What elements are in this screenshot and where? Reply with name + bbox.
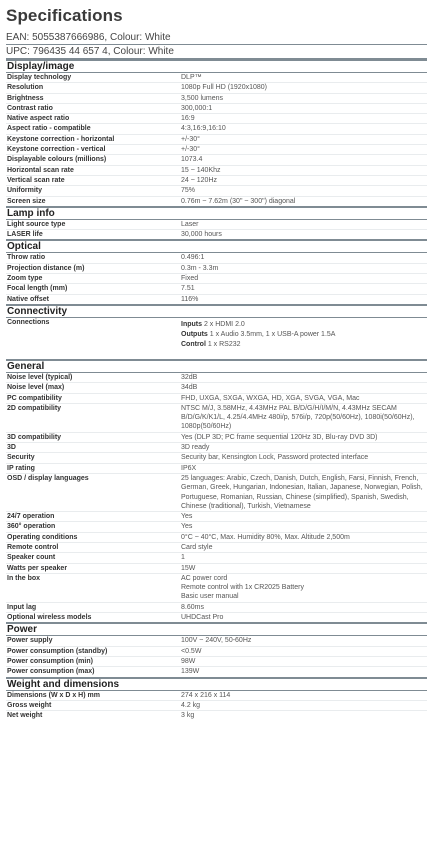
spec-key: Gross weight bbox=[7, 701, 52, 709]
spec-key: Power supply bbox=[7, 637, 53, 645]
spec-row bbox=[6, 264, 427, 274]
section-weight bbox=[6, 677, 427, 721]
spec-row bbox=[6, 711, 427, 720]
spec-key: IP rating bbox=[7, 464, 35, 472]
spec-value: 0.496:1 bbox=[181, 254, 205, 262]
spec-key: Resolution bbox=[7, 84, 44, 92]
spec-row bbox=[6, 533, 427, 543]
spec-value: Yes bbox=[181, 523, 193, 531]
spec-row bbox=[6, 667, 427, 676]
spec-row bbox=[6, 230, 427, 239]
spec-key: OSD / display languages bbox=[7, 474, 89, 482]
spec-row bbox=[6, 145, 427, 155]
spec-key: Watts per speaker bbox=[7, 564, 68, 572]
spec-value: 34dB bbox=[181, 384, 198, 392]
spec-key: Contrast ratio bbox=[7, 104, 53, 112]
spec-row bbox=[6, 274, 427, 284]
spec-key: Screen size bbox=[7, 197, 46, 205]
spec-row bbox=[6, 647, 427, 657]
section-heading: Lamp info bbox=[6, 206, 427, 220]
spec-key: Aspect ratio - compatible bbox=[7, 125, 91, 133]
section-power bbox=[6, 622, 427, 676]
spec-key: Power consumption (standby) bbox=[7, 647, 108, 655]
spec-rows bbox=[6, 253, 427, 303]
spec-value: <0.5W bbox=[181, 647, 202, 655]
spec-key: Displayable colours (millions) bbox=[7, 156, 107, 164]
control-line bbox=[181, 340, 425, 350]
spec-row bbox=[6, 197, 427, 206]
spec-value: 3 kg bbox=[181, 712, 195, 720]
spec-value: 8.60ms bbox=[181, 603, 204, 611]
inputs-label: Inputs bbox=[181, 320, 202, 328]
control-label: Control bbox=[181, 340, 206, 348]
spec-value: 3D ready bbox=[181, 444, 210, 452]
spec-value: 98W bbox=[181, 657, 196, 665]
spec-key: Native offset bbox=[7, 295, 50, 303]
spec-key: Speaker count bbox=[7, 554, 56, 562]
spec-value: 3,500 lumens bbox=[181, 94, 224, 102]
spec-key: LASER life bbox=[7, 231, 43, 239]
spec-row bbox=[6, 603, 427, 613]
spec-row bbox=[6, 574, 427, 603]
spec-key: 3D bbox=[7, 444, 16, 452]
spec-value: Yes (DLP 3D; PC frame sequential 120Hz 3D, Blu-ray DVD 3D) bbox=[181, 433, 378, 441]
spec-row bbox=[6, 657, 427, 667]
spec-value: 25 languages: Arabic, Czech, Danish, Dutch, English, Farsi, Finnish, French, German, Greek, Hungarian, Indonesian, Italian, Japanese, Norwegian, Polish, Portuguese, Romanian, Russian, Chinese (simplified), Spanish, Swedish, Chinese (traditional), Turkish, Vietnamese bbox=[181, 474, 423, 510]
spec-value bbox=[181, 318, 427, 359]
spec-value: 300,000:1 bbox=[181, 104, 213, 112]
spec-row bbox=[6, 114, 427, 124]
spec-key: Noise level (typical) bbox=[7, 373, 73, 381]
spec-value: 100V ~ 240V, 50-60Hz bbox=[181, 637, 252, 645]
spec-row bbox=[6, 83, 427, 93]
spec-key: Input lag bbox=[7, 603, 37, 611]
upc-line: UPC: 796435 44 657 4, Colour: White bbox=[6, 46, 427, 59]
section-heading: Optical bbox=[6, 239, 427, 253]
spec-row bbox=[6, 383, 427, 393]
spec-row bbox=[6, 295, 427, 304]
section-display bbox=[6, 59, 427, 206]
spec-row bbox=[6, 443, 427, 453]
spec-value: Laser bbox=[181, 220, 199, 228]
spec-key: Connections bbox=[7, 318, 50, 326]
spec-value: 1 bbox=[181, 554, 185, 562]
ean-line: EAN: 5055387666986, Colour: White bbox=[6, 32, 427, 45]
spec-key: Keystone correction - vertical bbox=[7, 146, 106, 154]
spec-rows bbox=[6, 691, 427, 721]
spec-value: 7.51 bbox=[181, 285, 195, 293]
spec-row bbox=[6, 166, 427, 176]
spec-value: +/-30° bbox=[181, 146, 200, 154]
section-heading: Display/image bbox=[6, 59, 427, 73]
spec-row bbox=[6, 253, 427, 263]
spec-row bbox=[6, 433, 427, 443]
spec-key: Keystone correction - horizontal bbox=[7, 135, 115, 143]
spec-row bbox=[6, 512, 427, 522]
spec-row bbox=[6, 284, 427, 294]
spec-key: 2D compatibility bbox=[7, 404, 62, 412]
spec-key: PC compatibility bbox=[7, 394, 62, 402]
outputs-label: Outputs bbox=[181, 330, 208, 338]
spec-row bbox=[6, 94, 427, 104]
spec-row bbox=[6, 124, 427, 134]
spec-row bbox=[6, 691, 427, 701]
section-connectivity bbox=[6, 304, 427, 359]
spec-key: Zoom type bbox=[7, 275, 43, 283]
spec-row bbox=[6, 636, 427, 646]
spec-row bbox=[6, 464, 427, 474]
spec-key: Brightness bbox=[7, 94, 44, 102]
spec-value: 24 ~ 120Hz bbox=[181, 176, 217, 184]
spec-value: 32dB bbox=[181, 373, 198, 381]
spec-key: Focal length (mm) bbox=[7, 285, 68, 293]
spec-row bbox=[6, 220, 427, 230]
spec-row bbox=[6, 564, 427, 574]
spec-row bbox=[6, 553, 427, 563]
spec-value: Fixed bbox=[181, 275, 199, 283]
spec-key: Dimensions (W x D x H) mm bbox=[7, 691, 100, 699]
spec-key: Security bbox=[7, 454, 35, 462]
spec-value: FHD, UXGA, SXGA, WXGA, HD, XGA, SVGA, VGA, Mac bbox=[181, 394, 360, 402]
spec-row bbox=[6, 522, 427, 532]
spec-key: Power consumption (min) bbox=[7, 657, 93, 665]
spec-value: +/-30° bbox=[181, 135, 200, 143]
inputs-value: 2 x HDMI 2.0 bbox=[203, 320, 245, 328]
spec-value: Card style bbox=[181, 543, 213, 551]
spec-value: 0.3m - 3.3m bbox=[181, 264, 219, 272]
spec-row bbox=[6, 135, 427, 145]
section-heading: Power bbox=[6, 622, 427, 636]
spec-rows bbox=[6, 636, 427, 676]
spec-row bbox=[6, 176, 427, 186]
spec-key: Light source type bbox=[7, 220, 66, 228]
spec-value: 4:3,16:9,16:10 bbox=[181, 125, 226, 133]
spec-row bbox=[6, 613, 427, 622]
spec-key: Uniformity bbox=[7, 187, 42, 195]
spec-value: 1073.4 bbox=[181, 156, 203, 164]
spec-row bbox=[6, 453, 427, 463]
spec-key: Noise level (max) bbox=[7, 384, 65, 392]
spec-row bbox=[6, 155, 427, 165]
spec-row bbox=[6, 394, 427, 404]
spec-key: Horizontal scan rate bbox=[7, 166, 74, 174]
spec-row bbox=[6, 104, 427, 114]
spec-value: 15 ~ 140Khz bbox=[181, 166, 221, 174]
spec-rows bbox=[6, 220, 427, 240]
spec-rows bbox=[6, 373, 427, 622]
spec-key: 24/7 operation bbox=[7, 513, 55, 521]
spec-value: Yes bbox=[181, 513, 193, 521]
spec-value: 16:9 bbox=[181, 115, 195, 123]
spec-row bbox=[6, 318, 427, 359]
spec-key: Display technology bbox=[7, 74, 72, 81]
spec-rows bbox=[6, 73, 427, 206]
spec-key: Power consumption (max) bbox=[7, 668, 95, 676]
spec-row bbox=[6, 73, 427, 83]
spec-key: Net weight bbox=[7, 712, 43, 720]
inputs-line bbox=[181, 320, 425, 330]
spec-key: Native aspect ratio bbox=[7, 115, 70, 123]
spec-value: NTSC M/J, 3.58MHz, 4.43MHz PAL B/D/G/H/I/M/N, 4.43MHz SECAM B/D/G/K/K1/L, 4.25/4.4MHz 480i/p, 576i/p, 720p(50/60Hz), 1080i(50/60Hz), 1080p(50/60Hz) bbox=[181, 404, 415, 431]
section-heading: Weight and dimensions bbox=[6, 677, 427, 691]
spec-key: Remote control bbox=[7, 543, 59, 551]
section-optical bbox=[6, 239, 427, 303]
spec-row bbox=[6, 186, 427, 196]
spec-key: Vertical scan rate bbox=[7, 176, 65, 184]
outputs-value: 1 x Audio 3.5mm, 1 x USB-A power 1.5A bbox=[209, 330, 336, 338]
spec-key: In the box bbox=[7, 574, 41, 582]
spec-value: 4.2 kg bbox=[181, 701, 201, 709]
spec-value: 30,000 hours bbox=[181, 231, 222, 239]
spec-value: 0.76m ~ 7.62m (30" ~ 300") diagonal bbox=[181, 197, 296, 205]
spec-value: 1080p Full HD (1920x1080) bbox=[181, 84, 267, 92]
outputs-line bbox=[181, 330, 425, 340]
spec-value: DLP™ bbox=[181, 74, 202, 81]
control-value: 1 x RS232 bbox=[207, 340, 241, 348]
spec-key: 3D compatibility bbox=[7, 433, 62, 441]
spec-key: 360° operation bbox=[7, 523, 56, 531]
section-general bbox=[6, 359, 427, 622]
spec-value: Security bar, Kensington Lock, Password protected interface bbox=[181, 454, 369, 462]
spec-value: 116% bbox=[181, 295, 199, 303]
spec-value: 274 x 216 x 114 bbox=[181, 691, 231, 699]
spec-key: Optional wireless models bbox=[7, 614, 92, 622]
section-lamp bbox=[6, 206, 427, 240]
spec-row bbox=[6, 404, 427, 433]
spec-row bbox=[6, 373, 427, 383]
spec-value: IP6X bbox=[181, 464, 197, 472]
spec-value: 139W bbox=[181, 668, 200, 676]
spec-key: Projection distance (m) bbox=[7, 264, 85, 272]
page-title: Specifications bbox=[6, 6, 123, 25]
section-heading: General bbox=[6, 359, 427, 373]
spec-value: 75% bbox=[181, 187, 196, 195]
spec-row bbox=[6, 543, 427, 553]
section-heading: Connectivity bbox=[6, 304, 427, 318]
spec-value: 15W bbox=[181, 564, 196, 572]
spec-value: UHDCast Pro bbox=[181, 614, 224, 622]
spec-value: AC power cord Remote control with 1x CR2025 Battery Basic user manual bbox=[181, 574, 304, 601]
spec-key: Throw ratio bbox=[7, 254, 46, 262]
spec-row bbox=[6, 701, 427, 711]
spec-value: 0°C ~ 40°C, Max. Humidity 80%, Max. Altitude 2,500m bbox=[181, 533, 350, 541]
spec-row bbox=[6, 474, 427, 512]
spec-key: Operating conditions bbox=[7, 533, 78, 541]
